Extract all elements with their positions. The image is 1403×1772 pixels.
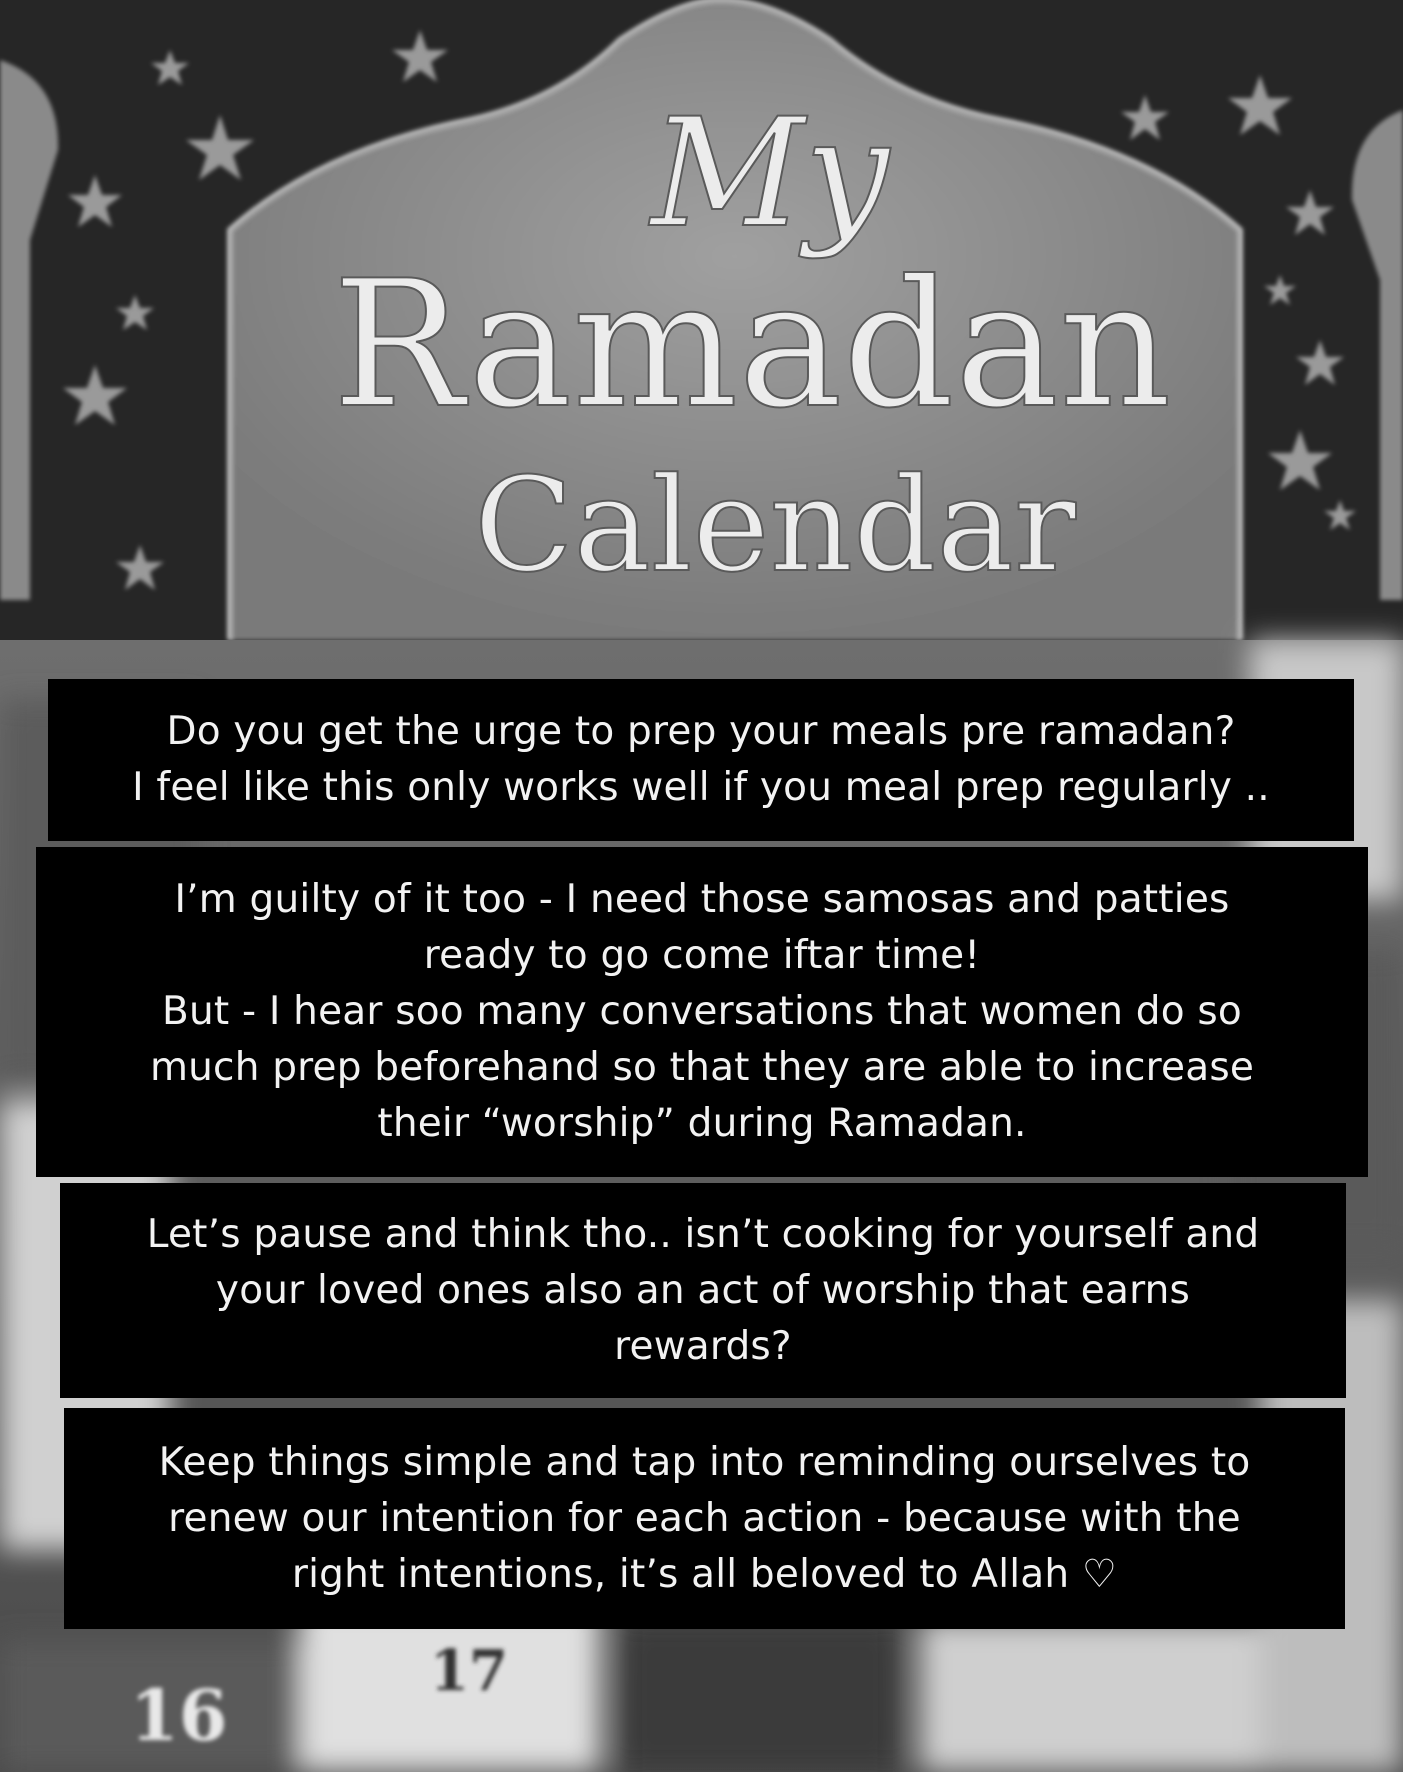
caption-line: renew our intention for each action - because with the [168,1495,1241,1541]
caption-box-3 [60,1183,1346,1398]
pocket-number-16: 16 [130,1674,228,1757]
caption-line: right intentions, it’s all beloved to Allah ♡ [291,1551,1118,1597]
caption-line: your loved ones also an act of worship that earns [215,1267,1191,1313]
title-calendar: Calendar [473,449,1077,601]
caption-line: Do you get the urge to prep your meals pre ramadan? [166,709,1236,754]
caption-line: their “worship” during Ramadan. [377,1101,1027,1146]
title-ramadan: Ramadan [332,244,1172,447]
pocket-number-17: 17 [430,1638,508,1704]
caption-line: ready to go come iftar time! [423,933,981,978]
caption-line: But - I hear soo many conversations that women do so [162,989,1242,1034]
caption-line: Keep things simple and tap into reminding ourselves to [158,1439,1251,1485]
caption-line: I’m guilty of it too - I need those samosas and patties [174,877,1230,922]
caption-box-4 [64,1408,1345,1629]
caption-line: Let’s pause and think tho.. isn’t cooking for yourself and [146,1211,1260,1257]
caption-box-1 [48,679,1354,841]
caption-box-2 [36,847,1368,1177]
caption-line: rewards? [614,1323,792,1369]
caption-line: I feel like this only works well if you meal prep regularly .. [132,765,1270,810]
caption-line: much prep beforehand so that they are able to increase [149,1045,1255,1090]
title-my: My [650,87,890,261]
